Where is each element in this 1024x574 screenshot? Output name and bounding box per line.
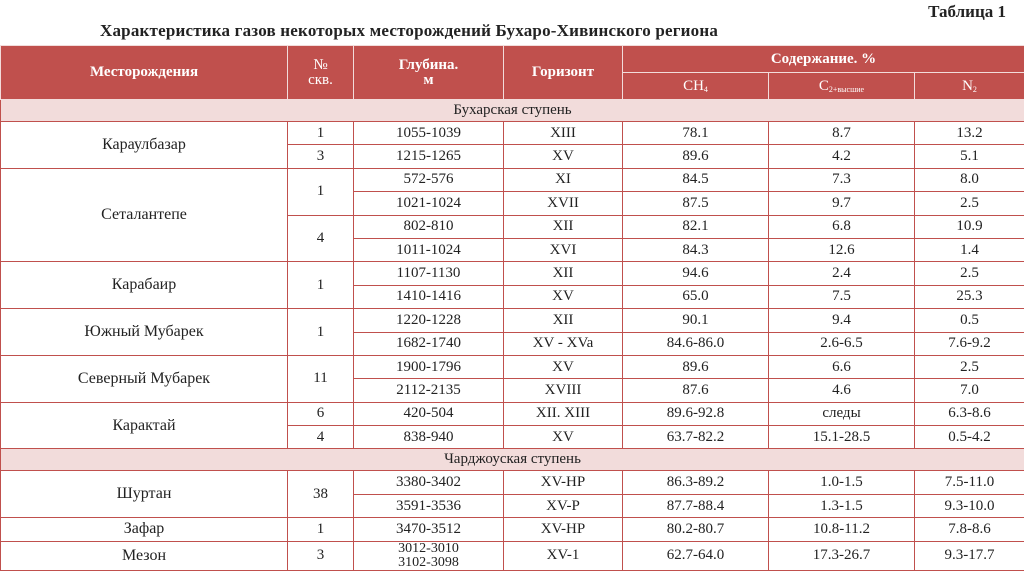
header-content: Содержание. % — [623, 46, 1024, 73]
field-karaktai: Карактай — [1, 402, 288, 449]
header-well-line2: скв. — [308, 71, 333, 88]
header-c2 — [769, 73, 915, 100]
horizon-cell: XV — [504, 145, 623, 168]
n2-cell: 13.2 — [915, 122, 1024, 145]
n2-cell: 1.4 — [915, 238, 1024, 261]
well-cell: 1 — [288, 518, 354, 541]
n2-cell: 10.9 — [915, 215, 1024, 238]
c2-cell: следы — [769, 402, 915, 425]
depth-cell: 3380-3402 — [354, 471, 504, 494]
c2-cell: 4.6 — [769, 379, 915, 402]
table-row — [1, 355, 1024, 378]
well-cell: 1 — [288, 122, 354, 145]
table-row — [1, 402, 1024, 425]
c2-cell: 9.4 — [769, 309, 915, 332]
horizon-cell: XVI — [504, 238, 623, 261]
horizon-cell: XIII — [504, 122, 623, 145]
horizon-cell: XV - XVa — [504, 332, 623, 355]
depth-cell: 420-504 — [354, 402, 504, 425]
depth-cell: 802-810 — [354, 215, 504, 238]
section-chardzhou: Чарджоуская ступень — [1, 449, 1024, 471]
table-title: Характеристика газов некоторых месторождений Бухаро-Хивинского региона — [100, 21, 719, 40]
ch4-cell: 82.1 — [623, 215, 769, 238]
field-setalantepe: Сеталантепе — [1, 168, 288, 262]
table-row — [1, 168, 1024, 191]
n2-cell: 9.3-10.0 — [915, 494, 1024, 517]
ch4-cell: 89.6-92.8 — [623, 402, 769, 425]
n2-cell: 8.0 — [915, 168, 1024, 191]
horizon-cell: XV-1 — [504, 541, 623, 570]
well-cell: 4 — [288, 215, 354, 262]
field-shurtan: Шуртан — [1, 471, 288, 518]
horizon-cell: XVIII — [504, 379, 623, 402]
header-n2-sub: 2 — [972, 84, 977, 94]
c2-cell: 10.8-11.2 — [769, 518, 915, 541]
depth-cell: 3591-3536 — [354, 494, 504, 517]
table-number-label: Таблица 1 — [928, 2, 1006, 21]
table-row — [1, 262, 1024, 285]
well-cell: 4 — [288, 426, 354, 449]
horizon-cell: XV — [504, 426, 623, 449]
header-ch4-main: CH — [683, 77, 704, 94]
c2-cell: 7.3 — [769, 168, 915, 191]
n2-cell: 7.5-11.0 — [915, 471, 1024, 494]
header-well-line1: № — [313, 56, 328, 73]
horizon-cell: XV — [504, 355, 623, 378]
depth-cell: 1011-1024 — [354, 238, 504, 261]
header-ch4 — [623, 73, 769, 100]
ch4-cell: 94.6 — [623, 262, 769, 285]
header-depth-line1: Глубина. — [398, 56, 459, 73]
field-karabair: Карабаир — [1, 262, 288, 309]
horizon-cell: XV-P — [504, 494, 623, 517]
ch4-cell: 80.2-80.7 — [623, 518, 769, 541]
horizon-cell: XI — [504, 168, 623, 191]
depth-cell: 572-576 — [354, 168, 504, 191]
horizon-cell: XV-HP — [504, 471, 623, 494]
table-row — [1, 541, 1024, 570]
depth-cell: 1682-1740 — [354, 332, 504, 355]
table-row — [1, 518, 1024, 541]
n2-cell: 2.5 — [915, 192, 1024, 215]
n2-cell: 7.0 — [915, 379, 1024, 402]
horizon-cell: XII — [504, 309, 623, 332]
ch4-cell: 89.6 — [623, 145, 769, 168]
well-cell: 1 — [288, 309, 354, 356]
c2-cell: 7.5 — [769, 285, 915, 308]
depth-cell: 1410-1416 — [354, 285, 504, 308]
c2-cell: 9.7 — [769, 192, 915, 215]
n2-cell: 2.5 — [915, 262, 1024, 285]
n2-cell: 7.8-8.6 — [915, 518, 1024, 541]
ch4-cell: 89.6 — [623, 355, 769, 378]
ch4-cell: 87.7-88.4 — [623, 494, 769, 517]
well-cell: 1 — [288, 262, 354, 309]
c2-cell: 4.2 — [769, 145, 915, 168]
field-mezon: Мезон — [1, 541, 288, 570]
ch4-cell: 63.7-82.2 — [623, 426, 769, 449]
depth-line-2: 3102-3098 — [398, 554, 459, 570]
n2-cell: 5.1 — [915, 145, 1024, 168]
n2-cell: 6.3-8.6 — [915, 402, 1024, 425]
well-cell: 3 — [288, 541, 354, 570]
depth-cell — [354, 541, 504, 570]
depth-cell: 838-940 — [354, 426, 504, 449]
header-ch4-sub: 4 — [703, 84, 708, 94]
c2-cell: 8.7 — [769, 122, 915, 145]
c2-cell: 1.0-1.5 — [769, 471, 915, 494]
field-karaulbazar: Караулбазар — [1, 122, 288, 169]
ch4-cell: 87.6 — [623, 379, 769, 402]
depth-cell: 2112-2135 — [354, 379, 504, 402]
horizon-cell: XVII — [504, 192, 623, 215]
ch4-cell: 84.3 — [623, 238, 769, 261]
depth-cell: 1215-1265 — [354, 145, 504, 168]
c2-cell: 6.8 — [769, 215, 915, 238]
n2-cell: 25.3 — [915, 285, 1024, 308]
depth-line-1: 3012-3010 — [398, 541, 459, 556]
horizon-cell: XII — [504, 215, 623, 238]
c2-cell: 15.1-28.5 — [769, 426, 915, 449]
header-c2-sub: 2+высшие — [828, 84, 865, 94]
c2-cell: 2.4 — [769, 262, 915, 285]
c2-cell: 2.6-6.5 — [769, 332, 915, 355]
depth-cell: 1107-1130 — [354, 262, 504, 285]
header-n2 — [915, 73, 1024, 100]
section-bukhara: Бухарская ступень — [1, 100, 1024, 122]
table-row — [1, 122, 1024, 145]
table-row — [1, 471, 1024, 494]
c2-cell: 1.3-1.5 — [769, 494, 915, 517]
well-cell: 3 — [288, 145, 354, 168]
field-yuzhny-mubarek: Южный Мубарек — [1, 309, 288, 356]
horizon-cell: XV-HP — [504, 518, 623, 541]
depth-cell: 3470-3512 — [354, 518, 504, 541]
header-well — [288, 46, 354, 100]
ch4-cell: 90.1 — [623, 309, 769, 332]
ch4-cell: 62.7-64.0 — [623, 541, 769, 570]
ch4-cell: 78.1 — [623, 122, 769, 145]
well-cell: 1 — [288, 168, 354, 215]
field-severny-mubarek: Северный Мубарек — [1, 355, 288, 402]
n2-cell: 2.5 — [915, 355, 1024, 378]
ch4-cell: 86.3-89.2 — [623, 471, 769, 494]
header-depth — [354, 46, 504, 100]
header-depth-line2: м — [423, 71, 434, 88]
horizon-cell: XII. XIII — [504, 402, 623, 425]
ch4-cell: 65.0 — [623, 285, 769, 308]
header-field: Месторождения — [1, 46, 288, 100]
well-cell: 38 — [288, 471, 354, 518]
c2-cell: 17.3-26.7 — [769, 541, 915, 570]
n2-cell: 0.5 — [915, 309, 1024, 332]
c2-cell: 6.6 — [769, 355, 915, 378]
depth-cell: 1021-1024 — [354, 192, 504, 215]
n2-cell: 0.5-4.2 — [915, 426, 1024, 449]
depth-cell: 1220-1228 — [354, 309, 504, 332]
depth-cell: 1055-1039 — [354, 122, 504, 145]
ch4-cell: 84.5 — [623, 168, 769, 191]
n2-cell: 7.6-9.2 — [915, 332, 1024, 355]
field-zafar: Зафар — [1, 518, 288, 541]
ch4-cell: 87.5 — [623, 192, 769, 215]
n2-cell: 9.3-17.7 — [915, 541, 1024, 570]
horizon-cell: XII — [504, 262, 623, 285]
table-row — [1, 309, 1024, 332]
header-c2-main: C — [818, 77, 829, 94]
c2-cell: 12.6 — [769, 238, 915, 261]
horizon-cell: XV — [504, 285, 623, 308]
header-n2-main: N — [962, 77, 973, 94]
well-cell: 6 — [288, 402, 354, 425]
header-horizon: Горизонт — [504, 46, 623, 100]
well-cell: 11 — [288, 355, 354, 402]
ch4-cell: 84.6-86.0 — [623, 332, 769, 355]
gas-characteristics-table — [0, 45, 1024, 571]
depth-cell: 1900-1796 — [354, 355, 504, 378]
